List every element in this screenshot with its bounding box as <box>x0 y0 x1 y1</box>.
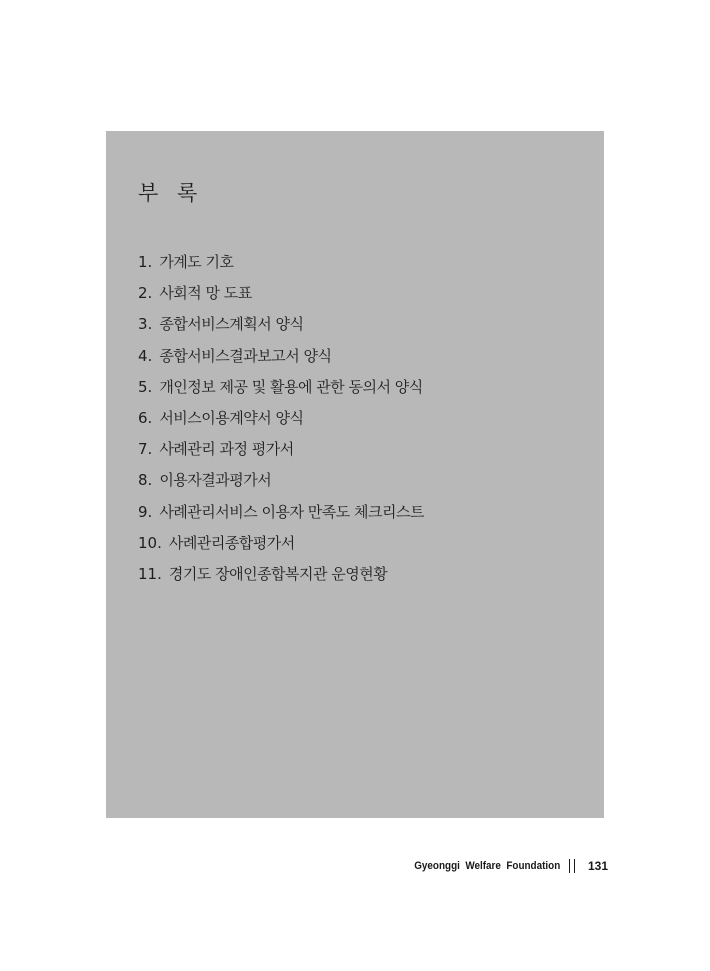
item-number: 3. <box>138 315 153 334</box>
item-number: 9. <box>138 502 153 521</box>
list-item <box>138 374 424 405</box>
list-item <box>138 499 424 530</box>
item-number: 2. <box>138 284 153 303</box>
list-item <box>138 343 424 374</box>
list-item <box>138 280 424 311</box>
list-item <box>138 405 424 436</box>
item-label: 이용자결과평가서 <box>159 471 272 490</box>
item-number: 1. <box>138 253 153 271</box>
item-label: 종합서비스결과보고서 양식 <box>159 346 332 365</box>
item-label: 사회적 망 도표 <box>159 284 252 303</box>
item-number: 5. <box>138 377 153 396</box>
item-number: 10. <box>138 533 162 552</box>
item-label: 사례관리종합평가서 <box>168 533 295 552</box>
item-number: 6. <box>138 408 153 427</box>
footer-divider <box>569 859 575 873</box>
item-number: 11. <box>138 564 162 583</box>
list-item <box>138 561 424 592</box>
list-item <box>138 249 424 280</box>
item-number: 4. <box>138 346 153 365</box>
page-footer <box>398 857 608 875</box>
footer-organization: Gyeonggi Welfare Foundation <box>413 860 560 872</box>
list-item <box>138 530 424 561</box>
item-number: 8. <box>138 471 153 490</box>
item-number: 7. <box>138 440 153 459</box>
appendix-title: 부 록 <box>138 181 204 205</box>
list-item <box>138 311 424 342</box>
appendix-contents-list <box>138 249 424 592</box>
item-label: 경기도 장애인종합복지관 운영현황 <box>168 564 388 583</box>
item-label: 종합서비스계획서 양식 <box>159 315 304 334</box>
item-label: 사례관리 과정 평가서 <box>159 440 294 459</box>
item-label: 서비스이용계약서 양식 <box>159 408 304 427</box>
item-label: 개인정보 제공 및 활용에 관한 동의서 양식 <box>159 377 423 396</box>
item-label: 사례관리서비스 이용자 만족도 체크리스트 <box>159 502 424 521</box>
list-item <box>138 436 424 467</box>
list-item <box>138 467 424 498</box>
item-label: 가계도 기호 <box>159 253 234 271</box>
appendix-panel <box>106 131 604 818</box>
page-number: 131 <box>587 859 608 873</box>
